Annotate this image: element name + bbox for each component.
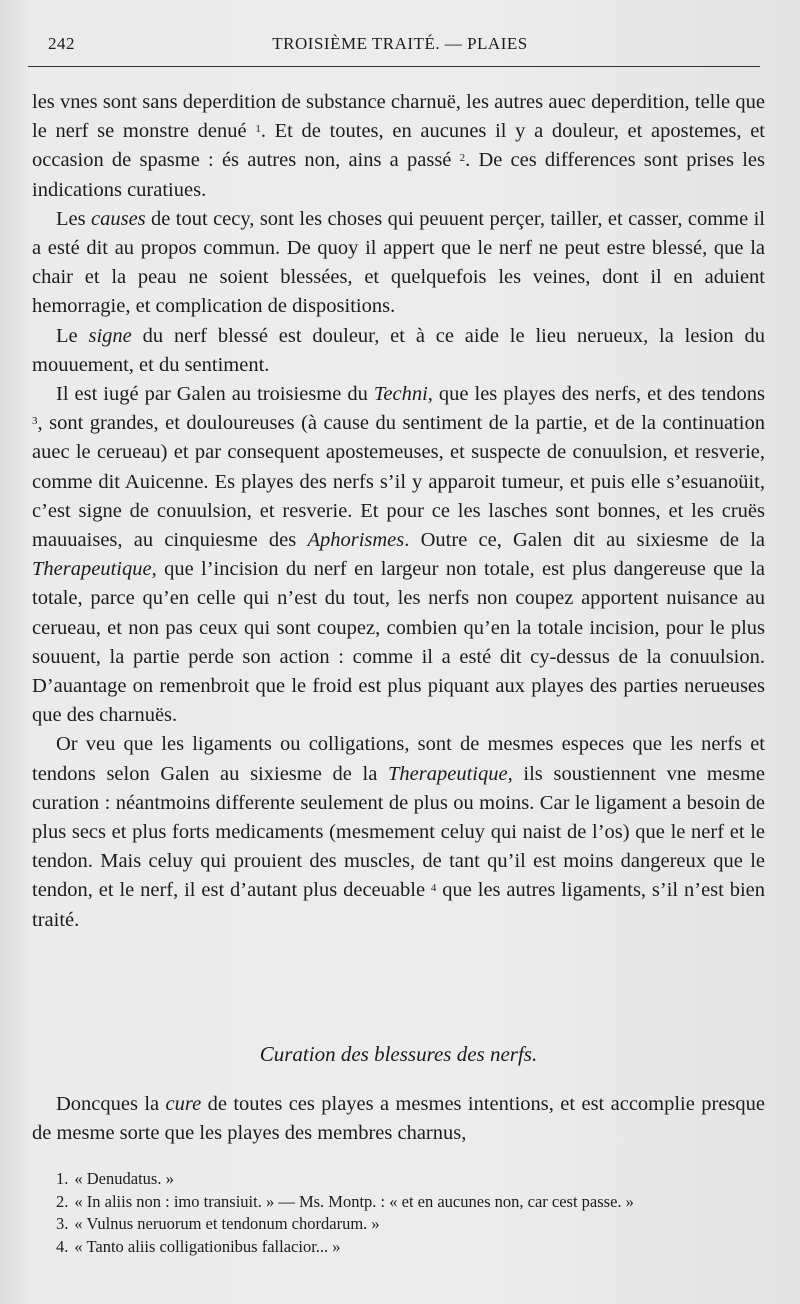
paragraph <box>32 88 765 205</box>
footnote <box>34 1168 766 1191</box>
italic-term: Therapeutique <box>388 762 508 785</box>
text-run: , que les playes des nerfs, et des tendons <box>427 383 765 406</box>
text-run: que les autres ligaments, s’il n’est bien traité. <box>32 879 766 931</box>
text-run: les vnes sont sans deperdition de substance charnuë, les autres auec deperdition, telle que le nerf se monstre denué <box>32 91 765 143</box>
footnote-marker: 1 <box>255 123 261 136</box>
paragraph <box>32 205 765 322</box>
italic-term: Aphorismes <box>307 529 405 552</box>
page-header <box>40 30 760 58</box>
footnote-text: « Tanto aliis colligationibus fallacior... » <box>74 1236 341 1256</box>
text-run: Doncques la <box>56 1093 166 1115</box>
footnotes <box>34 1168 766 1258</box>
text-run: Il est iugé par Galen au troisiesme du <box>56 383 374 406</box>
text-run: , que l’incision du nerf en largeur non totale, est plus dangereuse que la totale, parce qu’en celle qui n’est du tout, les nerfs non coupez apportent nuisance au cerueau, et non pas ceux qui sont coupez, combien qu’en la totale incision, pour le plus souuent, la partie perde son action : comme il a esté dit cy-dessus de la conuulsion. D’auantage on remenbroit que le froid est plus piquant aux playes des parties nerueuses que des charnuës. <box>32 558 765 727</box>
footnote-text: « In aliis non : imo transiuit. » — Ms. Montp. : « et en aucunes non, car cest passe. » <box>74 1191 634 1211</box>
text-run: . Et de toutes, en aucunes il y a douleur, et apostemes, et occasion de spasme : és autres non, ains a passé <box>32 120 765 172</box>
text-run: de tout cecy, sont les choses qui peuuent perçer, tailler, et casser, comme il a esté dit au propos commun. De quoy il appert que le nerf ne peut estre blessé, que la chair et la peau ne soient blessées, et quelquefois les veines, dont il en aduient hemorragie, et complication de dispositions. <box>32 207 765 318</box>
footnote-number: 4. <box>56 1236 69 1256</box>
footnote-text: « Denudatus. » <box>74 1169 174 1188</box>
text-run: du nerf blessé est douleur, et à ce aide le lieu nerueux, la lesion du mouuement, et du sentiment. <box>32 324 766 376</box>
section-heading: Curation des blessures des nerfs. <box>259 1042 538 1066</box>
text-run: . Outre ce, Galen dit au sixiesme de la <box>404 529 765 552</box>
text-run: . De ces differences sont prises les indications curatiues. <box>32 149 766 201</box>
text-run: Les <box>56 207 91 230</box>
footnote <box>34 1213 766 1236</box>
footnote-marker: 2 <box>459 152 466 165</box>
paragraph <box>32 730 765 934</box>
footnote-number: 2. <box>56 1191 69 1211</box>
italic-term: causes <box>91 207 146 230</box>
running-title: TROISIÈME TRAITÉ. — PLAIES <box>272 34 528 53</box>
text-run: Or veu que les ligaments ou colligations, sont de mesmes especes que les nerfs et tendons selon Galen au sixiesme de la <box>32 733 765 785</box>
footnote-text: « Vulnus neruorum et tendonum chordarum. » <box>74 1214 380 1233</box>
footnote <box>34 1191 766 1214</box>
footnote-marker: 3 <box>32 415 38 428</box>
main-text <box>32 88 765 935</box>
text-run: , sont grandes, et douloureuses (à cause du sentiment de la partie, et de la continuation auec le cerueau) et par consequent apostemeuses, et suspecte de conuulsion, et resverie, comme dit Auicenne. Es playes des nerfs s’il y apparoit tumeur, et puis elle s’esuanoüit, c’est signe de conuulsion, et resverie. Et pour ce les lasches sont bonnes, et les cruës mauuaises, au cinquiesme des <box>32 412 765 552</box>
text-run: , ils soustiennent vne mesme curation : néantmoins differente seulement de plus ou moins. Car le ligament a besoin de plus secs et plus forts medicaments (mesmement celuy qui naist de l’os) que le nerf et le tendon. Mais celuy qui prouient des muscles, de tant qu’il est moins dangereux que le tendon, et le nerf, il est d’autant plus deceuable <box>32 762 765 902</box>
footnote <box>34 1236 766 1259</box>
footnote-marker: 4 <box>430 882 437 895</box>
page-number: 242 <box>48 34 75 53</box>
footnote-number: 1. <box>56 1169 69 1188</box>
closing-text <box>32 1090 765 1148</box>
italic-term: signe <box>88 324 132 347</box>
italic-term: Techni <box>373 383 428 406</box>
italic-term: Therapeutique <box>32 558 152 581</box>
text-run: Le <box>56 324 89 347</box>
paragraph <box>32 1090 765 1148</box>
footnote-number: 3. <box>56 1214 69 1233</box>
paragraph <box>32 322 765 380</box>
italic-term: cure <box>165 1093 202 1115</box>
paragraph <box>32 380 765 730</box>
text-run: de toutes ces playes a mesmes intentions, et est accomplie presque de mesme sorte que les playes des membres charnus, <box>32 1093 765 1145</box>
header-rule <box>28 66 760 67</box>
